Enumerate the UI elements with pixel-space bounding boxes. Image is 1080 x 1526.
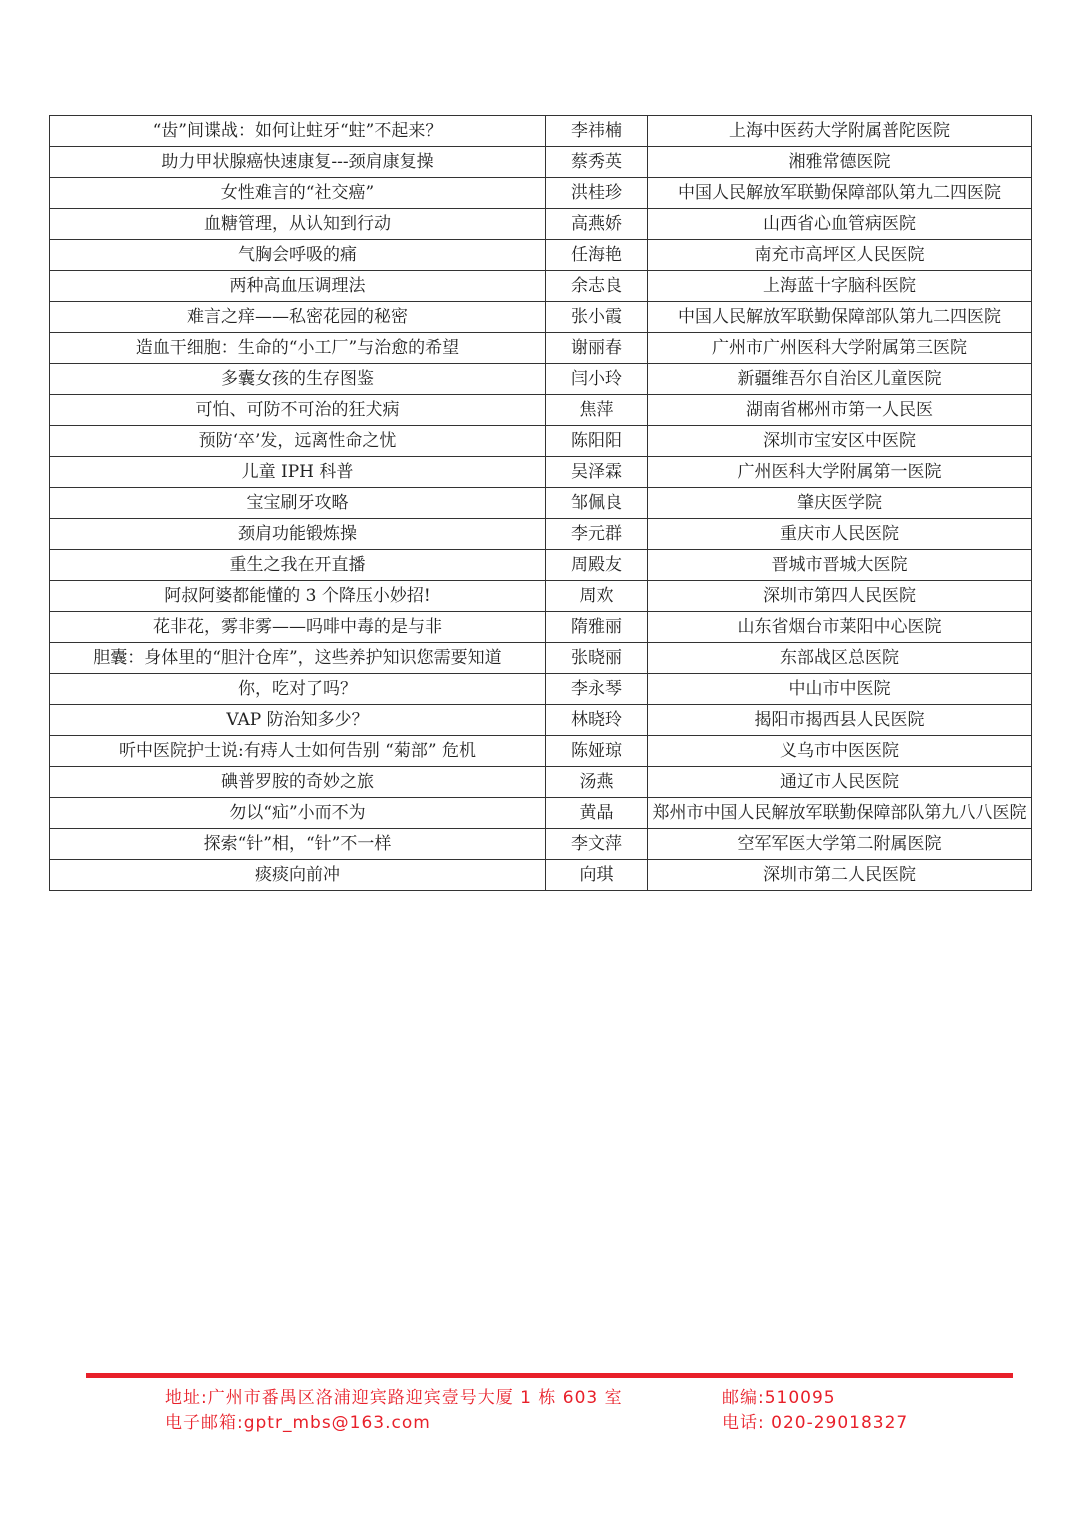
author-cell: 周欢 xyxy=(546,581,648,612)
footer-postcode: 邮编:510095 xyxy=(722,1388,836,1408)
table-row xyxy=(50,426,1032,457)
author-cell: 蔡秀英 xyxy=(546,147,648,178)
work-title-cell: 血糖管理，从认知到行动 xyxy=(50,209,546,240)
author-cell: 周殿友 xyxy=(546,550,648,581)
author-cell: 陈阳阳 xyxy=(546,426,648,457)
work-title-cell: 碘普罗胺的奇妙之旅 xyxy=(50,767,546,798)
table-row xyxy=(50,829,1032,860)
author-cell: 任海艳 xyxy=(546,240,648,271)
institution-cell: 新疆维吾尔自治区儿童医院 xyxy=(648,364,1032,395)
institution-cell: 揭阳市揭西县人民医院 xyxy=(648,705,1032,736)
table-row xyxy=(50,736,1032,767)
author-cell: 闫小玲 xyxy=(546,364,648,395)
author-cell: 余志良 xyxy=(546,271,648,302)
institution-cell: 山西省心血管病医院 xyxy=(648,209,1032,240)
table-row xyxy=(50,488,1032,519)
table-row xyxy=(50,178,1032,209)
author-cell: 邹佩良 xyxy=(546,488,648,519)
work-title-cell: 胆囊：身体里的“胆汁仓库”，这些养护知识您需要知道 xyxy=(50,643,546,674)
institution-cell: 湖南省郴州市第一人民医 xyxy=(648,395,1032,426)
institution-cell: 上海蓝十字脑科医院 xyxy=(648,271,1032,302)
table-row xyxy=(50,271,1032,302)
work-title-cell: 重生之我在开直播 xyxy=(50,550,546,581)
work-title-cell: 造血干细胞：生命的“小工厂”与治愈的希望 xyxy=(50,333,546,364)
footer-email: 电子邮箱:gptr_mbs@163.com xyxy=(165,1413,431,1433)
table-row xyxy=(50,798,1032,829)
institution-cell: 中国人民解放军联勤保障部队第九二四医院 xyxy=(648,302,1032,333)
author-cell: 洪桂珍 xyxy=(546,178,648,209)
institution-cell: 山东省烟台市莱阳中心医院 xyxy=(648,612,1032,643)
footer-phone: 电话: 020-29018327 xyxy=(722,1413,909,1433)
author-cell: 吴泽霖 xyxy=(546,457,648,488)
table-row xyxy=(50,767,1032,798)
table-row xyxy=(50,364,1032,395)
work-title-cell: 可怕、可防不可治的狂犬病 xyxy=(50,395,546,426)
author-cell: 林晓玲 xyxy=(546,705,648,736)
institution-cell: 南充市高坪区人民医院 xyxy=(648,240,1032,271)
table-row xyxy=(50,705,1032,736)
author-cell: 张小霞 xyxy=(546,302,648,333)
table-row xyxy=(50,860,1032,891)
institution-cell: 深圳市宝安区中医院 xyxy=(648,426,1032,457)
footer-address: 地址:广州市番禺区洛浦迎宾路迎宾壹号大厦 1 栋 603 室 xyxy=(165,1388,623,1408)
author-cell: 焦萍 xyxy=(546,395,648,426)
institution-cell: 重庆市人民医院 xyxy=(648,519,1032,550)
table-row xyxy=(50,457,1032,488)
work-title-cell: 多囊女孩的生存图鉴 xyxy=(50,364,546,395)
institution-cell: 广州市广州医科大学附属第三医院 xyxy=(648,333,1032,364)
institution-cell: 空军军医大学第二附属医院 xyxy=(648,829,1032,860)
work-title-cell: 助力甲状腺癌快速康复---颈肩康复操 xyxy=(50,147,546,178)
institution-cell: 深圳市第二人民医院 xyxy=(648,860,1032,891)
work-title-cell: 花非花，雾非雾——吗啡中毒的是与非 xyxy=(50,612,546,643)
table-row xyxy=(50,550,1032,581)
institution-cell: 深圳市第四人民医院 xyxy=(648,581,1032,612)
author-cell: 李文萍 xyxy=(546,829,648,860)
author-cell: 向琪 xyxy=(546,860,648,891)
table-row xyxy=(50,581,1032,612)
table-row xyxy=(50,147,1032,178)
author-cell: 谢丽春 xyxy=(546,333,648,364)
institution-cell: 晋城市晋城大医院 xyxy=(648,550,1032,581)
work-title-cell: 听中医院护士说:有痔人士如何告别 “菊部” 危机 xyxy=(50,736,546,767)
institution-cell: 上海中医药大学附属普陀医院 xyxy=(648,116,1032,147)
author-cell: 张晓丽 xyxy=(546,643,648,674)
work-title-cell: 宝宝刷牙攻略 xyxy=(50,488,546,519)
table-row xyxy=(50,519,1032,550)
author-cell: 李永琴 xyxy=(546,674,648,705)
institution-cell: 东部战区总医院 xyxy=(648,643,1032,674)
institution-cell: 中国人民解放军联勤保障部队第九二四医院 xyxy=(648,178,1032,209)
work-title-cell: 探索“针”相，“针”不一样 xyxy=(50,829,546,860)
work-title-cell: 勿以“疝”小而不为 xyxy=(50,798,546,829)
table-row xyxy=(50,643,1032,674)
institution-cell: 广州医科大学附属第一医院 xyxy=(648,457,1032,488)
table-row xyxy=(50,209,1032,240)
table-row xyxy=(50,674,1032,705)
institution-cell: 郑州市中国人民解放军联勤保障部队第九八八医院 xyxy=(648,798,1032,829)
footer-divider xyxy=(86,1373,1013,1378)
author-cell: 高燕娇 xyxy=(546,209,648,240)
work-title-cell: 颈肩功能锻炼操 xyxy=(50,519,546,550)
author-cell: 汤燕 xyxy=(546,767,648,798)
author-cell: 李元群 xyxy=(546,519,648,550)
author-cell: 隋雅丽 xyxy=(546,612,648,643)
author-cell: 李祎楠 xyxy=(546,116,648,147)
work-title-cell: 阿叔阿婆都能懂的 3 个降压小妙招! xyxy=(50,581,546,612)
work-title-cell: “齿”间谍战：如何让蛀牙“蛀”不起来？ xyxy=(50,116,546,147)
work-title-cell: 儿童 IPH 科普 xyxy=(50,457,546,488)
work-title-cell: 你，吃对了吗？ xyxy=(50,674,546,705)
institution-cell: 通辽市人民医院 xyxy=(648,767,1032,798)
table-row xyxy=(50,395,1032,426)
table-row xyxy=(50,116,1032,147)
work-title-cell: 痰痰向前冲 xyxy=(50,860,546,891)
work-title-cell: 两种高血压调理法 xyxy=(50,271,546,302)
work-title-cell: 难言之痒——私密花园的秘密 xyxy=(50,302,546,333)
table-row xyxy=(50,612,1032,643)
institution-cell: 肇庆医学院 xyxy=(648,488,1032,519)
table-row xyxy=(50,333,1032,364)
work-title-cell: 女性难言的“社交癌” xyxy=(50,178,546,209)
work-title-cell: 预防‘卒’发，远离性命之忧 xyxy=(50,426,546,457)
institution-cell: 湘雅常德医院 xyxy=(648,147,1032,178)
institution-cell: 中山市中医院 xyxy=(648,674,1032,705)
author-cell: 陈娅琼 xyxy=(546,736,648,767)
award-list-table xyxy=(49,115,1032,891)
work-title-cell: 气胸会呼吸的痛 xyxy=(50,240,546,271)
table-row xyxy=(50,302,1032,333)
author-cell: 黄晶 xyxy=(546,798,648,829)
work-title-cell: VAP 防治知多少？ xyxy=(50,705,546,736)
institution-cell: 义乌市中医医院 xyxy=(648,736,1032,767)
table-row xyxy=(50,240,1032,271)
award-list-body xyxy=(50,116,1032,891)
